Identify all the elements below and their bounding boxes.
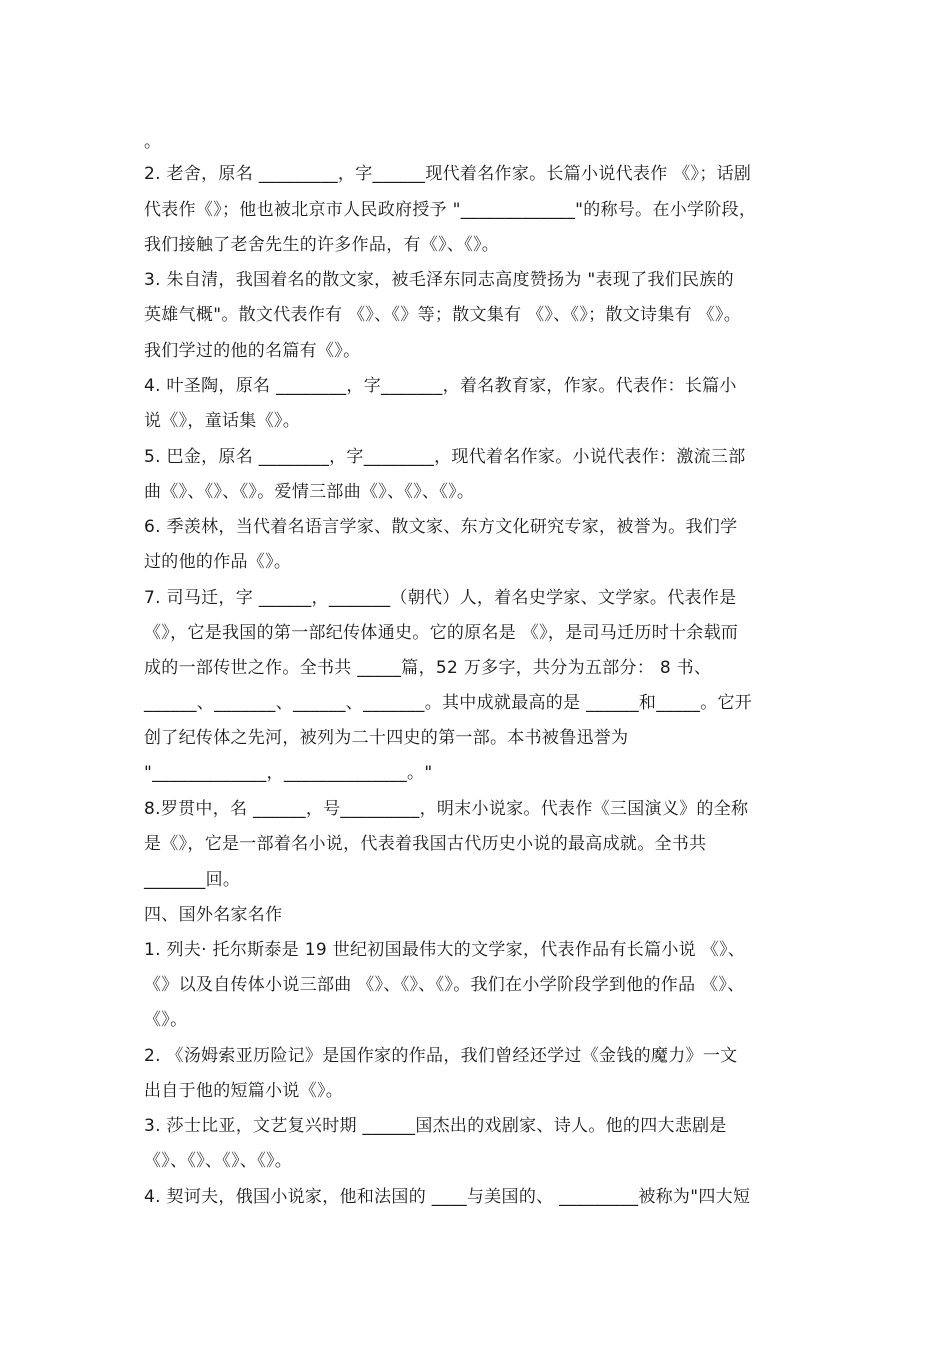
text-line: 曲《》、《》、《》。爱情三部曲《》、《》、《》。 [144,482,475,502]
text-line: 2. 老舍，原名 _________，字______现代着名作家。长篇小说代表作 《》；话剧 [144,164,752,184]
text-line: 英雄气概"。散文代表作有 《》、《》等；散文集有 《》、《》；散文诗集有 《》。 [144,305,742,325]
text-line: 出自于他的短篇小说《》。 [144,1081,344,1101]
text-line: 1. 列夫· 托尔斯泰是 19 世纪初国最伟大的文学家，代表作品有长篇小说 《》、 [144,940,746,960]
text-line: 4. 契诃夫，俄国小说家，他和法国的 ____与美国的、 _________被称为"四大短 [144,1187,751,1207]
text-line: 2. 《汤姆索亚历险记》是国作家的作品，我们曾经还学过《金钱的魔力》一文 [144,1046,738,1066]
text-line: 7. 司马迁，字 ______，_______（朝代）人，着名史学家、文学家。代表作是 [144,588,737,608]
text-line: 代表作《》；他也被北京市人民政府授予 "_____________"的称号。在小学阶段， [144,200,757,220]
text-line: 《》以及自传体小说三部曲 《》、《》、《》。我们在小学阶段学到他的作品 《》、 [144,975,745,995]
text-line: ______、_______、______、_______。其中成就最高的是 ______和_____。它开 [144,693,753,713]
text-line: 说《》，童话集《》。 [144,411,300,431]
text-line: 。 [144,132,162,152]
text-line: 成的一部传世之作。全书共 _____篇，52 万多字，共分为五部分： 8 书、 [144,658,712,678]
text-line: 《》、《》、《》、《》。 [144,1151,293,1171]
section-heading: 四、国外名家名作 [144,905,283,925]
text-line: 3. 莎士比亚，文艺复兴时期 ______国杰出的戏剧家、诗人。他的四大悲剧是 [144,1116,727,1136]
text-line: 过的他的作品《》。 [144,552,292,572]
text-line: 4. 叶圣陶，原名 ________，字_______，着名教育家，作家。代表作：长篇小 [144,376,737,396]
text-line: "_____________，______________。" [144,763,433,783]
text-line: 创了纪传体之先河，被列为二十四史的第一部。本书被鲁迅誉为 [144,728,629,748]
text-line: 我们接触了老舍先生的许多作品，有《》、《》。 [144,235,500,255]
text-line: _______回。 [144,870,241,890]
text-line: 《》。 [144,1010,188,1030]
text-line: 8.罗贯中，名 ______，号_________，明末小说家。代表作《三国演义》的全称 [144,799,749,819]
text-line: 6. 季羡林，当代着名语言学家、散文家、东方文化研究专家，被誉为。我们学 [144,517,738,537]
text-line: 《》，它是我国的第一部纪传体通史。它的原名是 《》，是司马迁历时十余载而 [144,623,739,643]
text-line: 我们学过的他的名篇有《》。 [144,341,361,361]
text-line: 5. 巴金，原名 ________，字________，现代着名作家。小说代表作：激流三部 [144,447,746,467]
text-line: 3. 朱自清，我国着名的散文家，被毛泽东同志高度赞扬为 "表现了我们民族的 [144,270,734,290]
text-line: 是《》，它是一部着名小说，代表着我国古代历史小说的最高成就。全书共 [144,834,707,854]
